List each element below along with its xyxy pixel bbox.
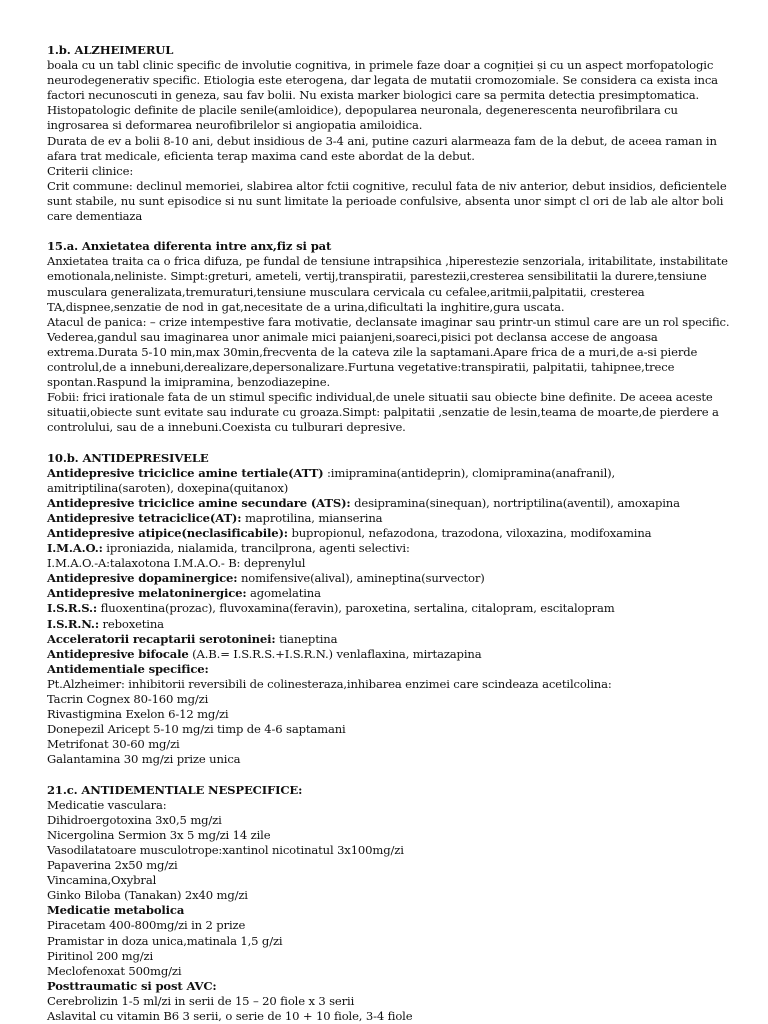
item-text: Meclofenoxat 500mg/zi: [47, 963, 182, 978]
list-item: [47, 964, 738, 979]
item-text: :imipramina(antideprin), clomipramina(anafranil), amitriptilina(saroten), doxepina(quitanox): [47, 465, 616, 495]
list-item: [47, 1009, 738, 1024]
item-text: Dihidroergotoxina 3x0,5 mg/zi: [47, 812, 222, 827]
item-text: Tacrin Cognex 80-160 mg/zi: [47, 692, 209, 707]
paragraph: Histopatologic definite de placile senile(amloidice), depopularea neuronala, degenerescenta neurofibrilara cu ingrosarea si deformarea neurofibrilelor si angiopatia amiloidica.: [47, 103, 678, 133]
paragraph: Anxietatea traita ca o frica difuza, pe fundal de tensiune intrapsihica ,hiperestezie senzoriala, iritabilitate, instabilitate emotionala,neliniste. Simpt:greturi, ameteli, vertij,transpiratii, parestezii,cresterea sensibilitatii la durere,tensiune musculara generalizata,tremuraturi,tensiune musculara cervicala cu cefalee,aritmii,palpitatii, cresterea TA,dispnee,senzatie de nod in gat,necesitate de a urina,dificultati la inghitire,gura uscata.: [47, 254, 728, 314]
item-text: Papaverina 2x50 mg/zi: [47, 858, 178, 873]
item-text: iproniazida, nialamida, trancilprona, agenti selectivi:: [102, 541, 410, 556]
section-heading: 21.c. ANTIDEMENTIALE NESPECIFICE:: [47, 782, 303, 797]
section-antidepressants: [47, 451, 738, 768]
section-nonspecific-antidementia: [47, 783, 738, 1024]
paragraph: Fobii: frici irationale fata de un stimul specific individual,de unele situatii sau obiecte bine definite. De aceea aceste situatii,obiecte sunt evitate sau indurate cu groaza.Simpt: palpitatii ,senzatie de lesin,teama de moarte,de pierdere a controlului, sau de a innebuni.Coexista cu tulburari depresive.: [47, 390, 719, 435]
list-item: [47, 752, 738, 767]
list-item: [47, 632, 738, 647]
section-heading: 1.b. ALZHEIMERUL: [47, 43, 174, 57]
list-item: [47, 798, 738, 813]
item-label: Antidepresive melatoninergice:: [47, 586, 247, 601]
list-item: [47, 873, 738, 888]
item-text: agomelatina: [246, 586, 321, 601]
item-text: Piritinol 200 mg/zi: [47, 948, 154, 963]
item-text: Vasodilatatoare musculotrope:xantinol nicotinatul 3x100mg/zi: [47, 842, 404, 857]
list-item: [47, 586, 738, 601]
list-item: [47, 934, 738, 949]
paragraph: Criterii clinice:: [47, 163, 134, 178]
list-item: [47, 843, 738, 858]
list-item: [47, 888, 738, 903]
item-text: Galantamina 30 mg/zi prize unica: [47, 752, 241, 767]
paragraph: Durata de ev a bolii 8-10 ani, debut insidious de 3-4 ani, putine cazuri alarmeaza fam de la debut, de aceea raman in afara trat medicale, eficienta terap maxima cand este abordat de la debut.: [47, 133, 717, 163]
item-label: I.M.A.O.:: [47, 541, 103, 556]
item-label: Antidepresive tetraciclice(AT):: [47, 510, 242, 525]
item-text: maprotilina, mianserina: [241, 510, 383, 525]
section-heading: 10.b. ANTIDEPRESIVELE: [47, 450, 209, 465]
paragraph: Crit commune: declinul memoriei, slabirea altor fctii cognitive, reculul fata de niv anterior, debut insidios, deficientele sunt stabile, nu sunt episodice si nu sunt limitate la perioade confulsive, absenta unor simpt cl ori de lab ale altor boli care dementiaza: [47, 178, 727, 224]
item-label: Antidementiale specifice:: [47, 661, 209, 676]
item-text: bupropionul, nefazodona, trazodona, viloxazina, modifoxamina: [287, 526, 652, 540]
list-item: [47, 526, 738, 541]
item-text: Piracetam 400-800mg/zi in 2 prize: [47, 918, 246, 933]
list-item: [47, 858, 738, 873]
item-text: desipramina(sinequan), nortriptilina(aventil), amoxapina: [350, 495, 680, 510]
list-item: [47, 903, 738, 918]
item-text: Pt.Alzheimer: inhibitorii reversibili de colinesteraza,inhibarea enzimei care scindeaza acetilcolina:: [47, 676, 612, 691]
list-item: [47, 617, 738, 632]
list-item: [47, 571, 738, 586]
list-item: [47, 828, 738, 843]
item-text: (A.B.= I.S.R.S.+I.S.R.N.) venlaflaxina, mirtazapina: [188, 646, 482, 661]
item-text: Metrifonat 30-60 mg/zi: [47, 737, 180, 752]
list-item: [47, 813, 738, 828]
list-item: [47, 949, 738, 964]
list-item: [47, 601, 738, 616]
list-item: [47, 707, 738, 722]
list-item: [47, 511, 738, 526]
section-anxiety: [47, 239, 738, 435]
item-label: Antidepresive bifocale: [47, 646, 189, 661]
item-text: Medicatie vasculara:: [47, 797, 167, 812]
paragraph: Atacul de panica: – crize intempestive fara motivatie, declansate imaginar sau printr-un stimul care are un rol specific. Vederea,gandul sau imaginarea unor animale mici paianjeni,soareci,pisici pot declansa accese de angoasa extrema.Durata 5-10 min,max 30min,frecventa de la cateva zile la saptamani.Apare frica de a muri,de a-si pierde controlul,de a innebuni,derealizare,depersonalizare.Furtuna vegetative:transpiratii, palpitatii, tahipnee,trece spontan.Raspund la imipramina, benzodiazepine.: [47, 314, 730, 390]
item-text: Vincamina,Oxybral: [47, 873, 157, 888]
item-text: Ginko Biloba (Tanakan) 2x40 mg/zi: [47, 888, 248, 903]
item-label: Antidepresive atipice(neclasificabile):: [47, 526, 288, 540]
section-alzheimer: [47, 43, 738, 224]
item-text: fluoxentina(prozac), fluvoxamina(feravin), paroxetina, sertalina, citalopram, escitalopram: [97, 601, 615, 616]
item-label: I.S.R.S.:: [47, 601, 98, 616]
item-label: Medicatie metabolica: [47, 903, 185, 918]
item-text: I.M.A.O.-A:talaxotona I.M.A.O.- B: deprenylul: [47, 556, 306, 571]
item-label: Posttraumatic si post AVC:: [47, 978, 217, 993]
list-item: [47, 979, 738, 994]
list-item: [47, 677, 738, 692]
drug-list: [47, 466, 738, 768]
item-text: reboxetina: [98, 616, 164, 631]
item-text: Pramistar in doza unica,matinala 1,5 g/zi: [47, 933, 283, 948]
item-text: nomifensive(alival), amineptina(survector): [237, 571, 485, 586]
item-text: Nicergolina Sermion 3x 5 mg/zi 14 zile: [47, 827, 271, 842]
item-label: Antidepresive dopaminergice:: [47, 571, 238, 586]
item-text: Rivastigmina Exelon 6-12 mg/zi: [47, 707, 229, 722]
drug-list: [47, 798, 738, 1024]
list-item: [47, 692, 738, 707]
list-item: [47, 722, 738, 737]
list-item: [47, 541, 738, 556]
item-label: I.S.R.N.:: [47, 616, 99, 631]
list-item: [47, 994, 738, 1009]
item-text: Donepezil Aricept 5-10 mg/zi timp de 4-6 saptamani: [47, 722, 346, 737]
item-text: tianeptina: [275, 631, 338, 646]
list-item: [47, 556, 738, 571]
list-item: [47, 647, 738, 662]
list-item: [47, 466, 738, 496]
list-item: [47, 737, 738, 752]
item-label: Antidepresive triciclice amine secundare (ATS):: [47, 495, 351, 510]
item-label: Antidepresive triciclice amine tertiale(ATT): [47, 465, 324, 480]
item-label: Acceleratorii recaptarii serotoninei:: [47, 631, 276, 646]
list-item: [47, 662, 738, 677]
list-item: [47, 918, 738, 933]
paragraph: boala cu un tabl clinic specific de involutie cognitiva, in primele faze doar a cogniției și cu un aspect morfopatologic neurodegenerativ specific. Etiologia este eterogena, dar legata de mutatii cromozomiale. Se considera ca exista inca factori necunoscuti in geneza, sau fav bolii. Nu exista marker biologici care sa permita detectia presimptomatica.: [47, 58, 718, 103]
list-item: [47, 496, 738, 511]
item-text: Cerebrolizin 1-5 ml/zi in serii de 15 – 20 fiole x 3 serii: [47, 993, 355, 1008]
item-text: Aslavital cu vitamin B6 3 serii, o serie de 10 + 10 fiole, 3-4 fiole: [47, 1009, 413, 1023]
section-heading: 15.a. Anxietatea diferenta intre anx,fiz si pat: [47, 239, 332, 254]
